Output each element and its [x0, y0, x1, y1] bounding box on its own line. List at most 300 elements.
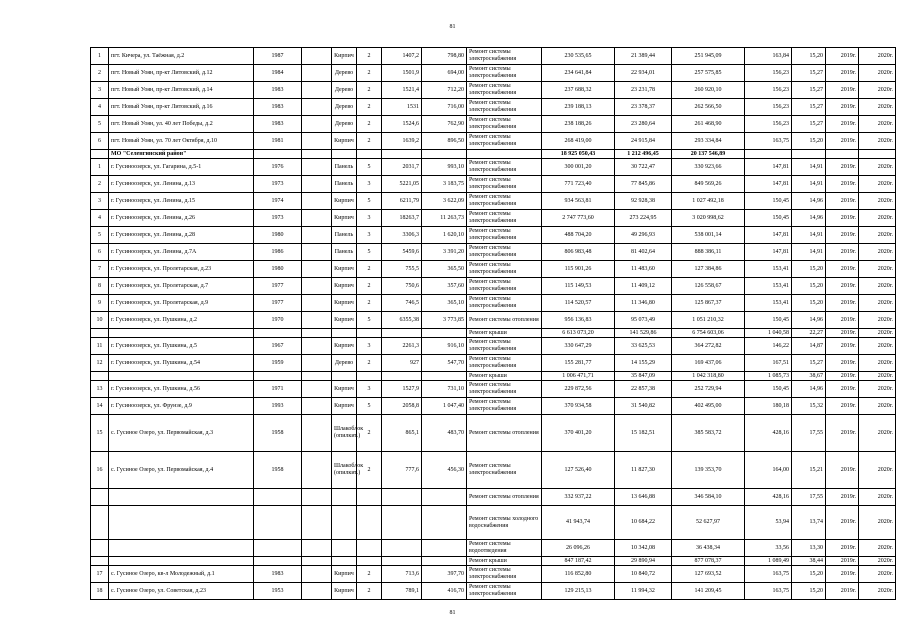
cost-1-cell: 771 723,40 [542, 176, 615, 193]
unit-cost-2-cell: 38,44 [792, 557, 826, 566]
living-area-cell: 1 047,40 [422, 398, 467, 415]
cost-2-cell: 92 928,38 [615, 193, 672, 210]
address-cell: г. Гусиноозерск, ул. Гагарина, д.5-1 [109, 159, 254, 176]
year-start-cell: 2019г. [826, 381, 859, 398]
address-cell: г. Гусиноозерск, ул. Пушкина, д.56 [109, 381, 254, 398]
table-row [91, 295, 896, 312]
wall-material-cell: Дерево [332, 116, 357, 133]
work-type-cell: Ремонт системы электроснабжения [467, 244, 542, 261]
unit-cost-2-cell: 15,27 [792, 65, 826, 82]
floors-cell: 2 [357, 452, 382, 489]
year-end-cell: 2020г. [859, 210, 896, 227]
unit-cost-1-cell: 156,23 [745, 82, 792, 99]
total-area-cell [382, 540, 422, 557]
cost-1-cell: 370 934,58 [542, 398, 615, 415]
table-row [91, 261, 896, 278]
address-cell: пгт. Новый Уоян, пр-кт Литовский, д.12 [109, 65, 254, 82]
address-cell: пгт. Кичера, ул. Таёжная, д.2 [109, 48, 254, 65]
wall-material-cell: Шлакоблок (опилкит.) [332, 452, 357, 489]
year-end-cell: 2020г. [859, 415, 896, 452]
cost-1-cell: 155 281,77 [542, 355, 615, 372]
unit-cost-1-cell: 147,81 [745, 227, 792, 244]
wall-material-cell: Кирпич [332, 381, 357, 398]
year-end-cell: 2020г. [859, 48, 896, 65]
build-year-cell: 1973 [254, 210, 302, 227]
total-area-cell: 1639,2 [382, 133, 422, 150]
cost-2-cell: 10 840,72 [615, 566, 672, 583]
build-year-cell: 1980 [254, 261, 302, 278]
cost-2-cell: 11 346,80 [615, 295, 672, 312]
empty-cell [302, 295, 332, 312]
floors-cell: 2 [357, 415, 382, 452]
floors-cell: 2 [357, 116, 382, 133]
cost-1-cell: 127 526,40 [542, 452, 615, 489]
empty-cell [302, 338, 332, 355]
cost-2-cell: 23 378,37 [615, 99, 672, 116]
total-area-cell: 6211,79 [382, 193, 422, 210]
table-row [91, 210, 896, 227]
cost-1-cell: 26 096,26 [542, 540, 615, 557]
build-year-cell [254, 489, 302, 506]
build-year-cell [254, 506, 302, 540]
unit-cost-1-cell [745, 150, 792, 159]
unit-cost-1-cell: 1 089,49 [745, 557, 792, 566]
work-type-cell: Ремонт системы электроснабжения [467, 65, 542, 82]
year-end-cell: 2020г. [859, 82, 896, 99]
row-number: 1 [91, 159, 109, 176]
cost-2-cell: 33 625,53 [615, 338, 672, 355]
row-number: 9 [91, 295, 109, 312]
total-area-cell: 1501,9 [382, 65, 422, 82]
cost-1-cell: 332 937,22 [542, 489, 615, 506]
year-start-cell [826, 150, 859, 159]
cost-2-cell: 35 847,09 [615, 372, 672, 381]
year-start-cell: 2019г. [826, 99, 859, 116]
cost-2-cell: 77 845,86 [615, 176, 672, 193]
wall-material-cell [332, 150, 357, 159]
wall-material-cell [332, 540, 357, 557]
empty-cell [302, 227, 332, 244]
row-number: 8 [91, 278, 109, 295]
floors-cell: 3 [357, 338, 382, 355]
unit-cost-1-cell: 163,75 [745, 583, 792, 600]
year-end-cell: 2020г. [859, 329, 896, 338]
living-area-cell: 365,50 [422, 261, 467, 278]
wall-material-cell [332, 329, 357, 338]
unit-cost-1-cell: 163,75 [745, 566, 792, 583]
empty-cell [302, 489, 332, 506]
row-number [91, 150, 109, 159]
total-area-cell: 713,6 [382, 566, 422, 583]
cost-1-cell: 237 688,32 [542, 82, 615, 99]
unit-cost-1-cell: 147,81 [745, 159, 792, 176]
year-start-cell: 2019г. [826, 540, 859, 557]
living-area-cell [422, 329, 467, 338]
unit-cost-2-cell: 15,27 [792, 99, 826, 116]
living-area-cell: 993,10 [422, 159, 467, 176]
row-number: 13 [91, 381, 109, 398]
table-row [91, 82, 896, 99]
total-area-cell [382, 329, 422, 338]
cost-2-cell: 95 073,49 [615, 312, 672, 329]
year-start-cell: 2019г. [826, 566, 859, 583]
floors-cell: 2 [357, 566, 382, 583]
living-area-cell: 762,90 [422, 116, 467, 133]
row-number [91, 489, 109, 506]
wall-material-cell: Кирпич [332, 338, 357, 355]
floors-cell [357, 150, 382, 159]
wall-material-cell: Дерево [332, 82, 357, 99]
table-row [91, 193, 896, 210]
row-number: 17 [91, 566, 109, 583]
address-cell: с. Гусиное Озеро, кв-л Молодежный, д.1 [109, 566, 254, 583]
unit-cost-1-cell: 150,45 [745, 312, 792, 329]
table-row [91, 329, 896, 338]
build-year-cell [254, 557, 302, 566]
empty-cell [302, 99, 332, 116]
unit-cost-2-cell: 14,91 [792, 244, 826, 261]
year-start-cell: 2019г. [826, 159, 859, 176]
cost-total-cell: 257 575,85 [672, 65, 745, 82]
page-number-bottom: 81 [449, 610, 456, 616]
year-start-cell: 2019г. [826, 372, 859, 381]
total-area-cell: 927 [382, 355, 422, 372]
total-area-cell [382, 150, 422, 159]
address-cell: с. Гусиное Озеро, ул. Первомайская, д.3 [109, 415, 254, 452]
living-area-cell: 483,70 [422, 415, 467, 452]
living-area-cell: 916,10 [422, 338, 467, 355]
year-start-cell: 2019г. [826, 244, 859, 261]
work-type-cell: Ремонт системы холодного водоснабжения [467, 506, 542, 540]
row-number [91, 372, 109, 381]
total-area-cell [382, 506, 422, 540]
cost-total-cell: 330 923,66 [672, 159, 745, 176]
cost-total-cell: 261 468,90 [672, 116, 745, 133]
year-end-cell: 2020г. [859, 295, 896, 312]
cost-total-cell: 849 569,26 [672, 176, 745, 193]
cost-2-cell: 29 890,94 [615, 557, 672, 566]
row-number: 5 [91, 116, 109, 133]
cost-2-cell: 13 646,88 [615, 489, 672, 506]
unit-cost-1-cell: 153,41 [745, 261, 792, 278]
year-start-cell: 2019г. [826, 489, 859, 506]
cost-2-cell: 21 389,44 [615, 48, 672, 65]
empty-cell [302, 278, 332, 295]
unit-cost-2-cell: 15,27 [792, 82, 826, 99]
address-cell: с. Гусиное Озеро, ул. Первомайская, д.4 [109, 452, 254, 489]
year-start-cell: 2019г. [826, 506, 859, 540]
cost-total-cell: 877 078,37 [672, 557, 745, 566]
cost-1-cell: 847 187,42 [542, 557, 615, 566]
cost-total-cell: 169 437,06 [672, 355, 745, 372]
empty-cell [302, 312, 332, 329]
living-area-cell: 397,70 [422, 566, 467, 583]
year-end-cell: 2020г. [859, 452, 896, 489]
empty-cell [302, 540, 332, 557]
year-start-cell: 2019г. [826, 210, 859, 227]
year-end-cell [859, 150, 896, 159]
table-row [91, 372, 896, 381]
table-row [91, 244, 896, 261]
wall-material-cell: Кирпич [332, 193, 357, 210]
unit-cost-1-cell: 150,45 [745, 381, 792, 398]
cost-total-cell: 125 867,37 [672, 295, 745, 312]
build-year-cell: 1958 [254, 415, 302, 452]
empty-cell [302, 557, 332, 566]
cost-1-cell: 956 136,83 [542, 312, 615, 329]
cost-1-cell: 330 647,29 [542, 338, 615, 355]
cost-1-cell: 115 149,53 [542, 278, 615, 295]
cost-1-cell: 2 747 773,60 [542, 210, 615, 227]
build-year-cell [254, 372, 302, 381]
living-area-cell: 547,70 [422, 355, 467, 372]
total-area-cell: 755,5 [382, 261, 422, 278]
unit-cost-2-cell: 14,96 [792, 312, 826, 329]
year-end-cell: 2020г. [859, 312, 896, 329]
build-year-cell: 1959 [254, 355, 302, 372]
empty-cell [302, 452, 332, 489]
wall-material-cell: Кирпич [332, 566, 357, 583]
unit-cost-1-cell: 150,45 [745, 210, 792, 227]
work-type-cell: Ремонт системы электроснабжения [467, 338, 542, 355]
cost-2-cell: 14 155,29 [615, 355, 672, 372]
address-cell: г. Гусиноозерск, ул. Ленина, д.7А [109, 244, 254, 261]
living-area-cell: 1 620,10 [422, 227, 467, 244]
cost-2-cell: 22 857,38 [615, 381, 672, 398]
year-start-cell: 2019г. [826, 261, 859, 278]
empty-cell [302, 210, 332, 227]
work-type-cell: Ремонт системы отопления [467, 415, 542, 452]
row-number: 10 [91, 312, 109, 329]
year-end-cell: 2020г. [859, 133, 896, 150]
build-year-cell: 1983 [254, 566, 302, 583]
wall-material-cell: Панель [332, 244, 357, 261]
year-start-cell: 2019г. [826, 415, 859, 452]
cost-1-cell: 115 901,26 [542, 261, 615, 278]
address-cell: г. Гусиноозерск, ул. Ленина, д.28 [109, 227, 254, 244]
address-cell [109, 540, 254, 557]
wall-material-cell: Панель [332, 227, 357, 244]
row-number: 4 [91, 210, 109, 227]
year-end-cell: 2020г. [859, 355, 896, 372]
cost-2-cell: 31 540,82 [615, 398, 672, 415]
build-year-cell [254, 329, 302, 338]
empty-cell [302, 65, 332, 82]
living-area-cell [422, 150, 467, 159]
total-area-cell: 2261,3 [382, 338, 422, 355]
year-start-cell: 2019г. [826, 116, 859, 133]
cost-2-cell: 11 409,12 [615, 278, 672, 295]
unit-cost-2-cell: 15,20 [792, 278, 826, 295]
empty-cell [302, 329, 332, 338]
wall-material-cell [332, 489, 357, 506]
build-year-cell: 1977 [254, 295, 302, 312]
year-end-cell: 2020г. [859, 566, 896, 583]
address-cell [109, 489, 254, 506]
year-start-cell: 2019г. [826, 355, 859, 372]
cost-total-cell: 262 566,50 [672, 99, 745, 116]
year-start-cell: 2019г. [826, 278, 859, 295]
cost-1-cell: 229 872,56 [542, 381, 615, 398]
unit-cost-2-cell [792, 150, 826, 159]
row-number: 3 [91, 82, 109, 99]
work-type-cell: Ремонт крыши [467, 329, 542, 338]
living-area-cell: 896,50 [422, 133, 467, 150]
cost-1-cell: 230 535,65 [542, 48, 615, 65]
total-area-cell [382, 372, 422, 381]
row-number: 12 [91, 355, 109, 372]
table-row [91, 312, 896, 329]
cost-2-cell: 49 296,93 [615, 227, 672, 244]
total-area-cell: 1531 [382, 99, 422, 116]
cost-1-cell: 268 419,00 [542, 133, 615, 150]
work-type-cell: Ремонт системы электроснабжения [467, 116, 542, 133]
total-area-cell [382, 557, 422, 566]
living-area-cell: 716,00 [422, 99, 467, 116]
year-end-cell: 2020г. [859, 244, 896, 261]
row-number [91, 540, 109, 557]
empty-cell [302, 116, 332, 133]
address-cell: г. Гусиноозерск, ул. Ленина, д.15 [109, 193, 254, 210]
cost-total-cell: 252 729,94 [672, 381, 745, 398]
year-end-cell: 2020г. [859, 398, 896, 415]
work-type-cell: Ремонт системы электроснабжения [467, 82, 542, 99]
unit-cost-1-cell: 428,16 [745, 489, 792, 506]
unit-cost-1-cell: 156,23 [745, 65, 792, 82]
cost-1-cell: 934 563,81 [542, 193, 615, 210]
floors-cell: 5 [357, 398, 382, 415]
row-number [91, 557, 109, 566]
table-row [91, 489, 896, 506]
unit-cost-2-cell: 15,27 [792, 355, 826, 372]
table-row [91, 227, 896, 244]
cost-total-cell: 139 353,70 [672, 452, 745, 489]
unit-cost-1-cell: 428,16 [745, 415, 792, 452]
unit-cost-2-cell: 14,96 [792, 381, 826, 398]
total-area-cell: 1527,9 [382, 381, 422, 398]
empty-cell [302, 398, 332, 415]
living-area-cell [422, 489, 467, 506]
empty-cell [302, 176, 332, 193]
total-area-cell: 789,1 [382, 583, 422, 600]
floors-cell [357, 557, 382, 566]
living-area-cell [422, 540, 467, 557]
year-start-cell: 2019г. [826, 133, 859, 150]
living-area-cell: 694,00 [422, 65, 467, 82]
cost-2-cell: 23 231,78 [615, 82, 672, 99]
floors-cell: 5 [357, 244, 382, 261]
row-number: 6 [91, 244, 109, 261]
floors-cell [357, 540, 382, 557]
year-end-cell: 2020г. [859, 65, 896, 82]
year-start-cell: 2019г. [826, 329, 859, 338]
year-end-cell: 2020г. [859, 99, 896, 116]
work-type-cell: Ремонт системы электроснабжения [467, 355, 542, 372]
total-area-cell: 746,5 [382, 295, 422, 312]
living-area-cell [422, 506, 467, 540]
build-year-cell: 1980 [254, 227, 302, 244]
unit-cost-2-cell: 15,21 [792, 452, 826, 489]
cost-2-cell: 30 722,47 [615, 159, 672, 176]
table-row [91, 398, 896, 415]
cost-1-cell: 114 520,57 [542, 295, 615, 312]
work-type-cell: Ремонт системы электроснабжения [467, 381, 542, 398]
empty-cell [302, 48, 332, 65]
cost-total-cell: 538 001,14 [672, 227, 745, 244]
table-row [91, 159, 896, 176]
cost-1-cell: 806 983,48 [542, 244, 615, 261]
cost-1-cell: 129 215,13 [542, 583, 615, 600]
year-end-cell: 2020г. [859, 489, 896, 506]
cost-2-cell: 11 994,32 [615, 583, 672, 600]
unit-cost-2-cell: 14,96 [792, 210, 826, 227]
table-row [91, 506, 896, 540]
cost-1-cell: 41 943,74 [542, 506, 615, 540]
work-type-cell: Ремонт системы электроснабжения [467, 133, 542, 150]
work-type-cell: Ремонт системы электроснабжения [467, 566, 542, 583]
wall-material-cell: Кирпич [332, 398, 357, 415]
year-start-cell: 2019г. [826, 82, 859, 99]
empty-cell [302, 355, 332, 372]
build-year-cell: 1984 [254, 65, 302, 82]
unit-cost-2-cell: 15,20 [792, 566, 826, 583]
unit-cost-2-cell: 14,91 [792, 176, 826, 193]
unit-cost-2-cell: 14,91 [792, 227, 826, 244]
total-area-cell: 3306,3 [382, 227, 422, 244]
total-area-cell: 2031,7 [382, 159, 422, 176]
work-type-cell: Ремонт системы электроснабжения [467, 227, 542, 244]
row-number: 3 [91, 193, 109, 210]
floors-cell: 2 [357, 82, 382, 99]
unit-cost-1-cell: 147,81 [745, 244, 792, 261]
unit-cost-1-cell: 153,41 [745, 295, 792, 312]
unit-cost-2-cell: 14,91 [792, 159, 826, 176]
cost-2-cell: 81 402,64 [615, 244, 672, 261]
wall-material-cell: Кирпич [332, 295, 357, 312]
work-type-cell: Ремонт системы электроснабжения [467, 210, 542, 227]
address-cell: г. Гусиноозерск, ул. Пролетарская, д.23 [109, 261, 254, 278]
living-area-cell: 798,80 [422, 48, 467, 65]
unit-cost-1-cell: 33,56 [745, 540, 792, 557]
empty-cell [302, 381, 332, 398]
cost-total-cell: 346 584,10 [672, 489, 745, 506]
unit-cost-2-cell: 15,20 [792, 261, 826, 278]
living-area-cell: 416,70 [422, 583, 467, 600]
unit-cost-2-cell: 15,20 [792, 295, 826, 312]
row-number: 18 [91, 583, 109, 600]
address-cell: г. Гусиноозерск, ул. Пролетарская, д.9 [109, 295, 254, 312]
wall-material-cell: Кирпич [332, 278, 357, 295]
empty-cell [302, 159, 332, 176]
total-area-cell: 1407,2 [382, 48, 422, 65]
row-number: 1 [91, 48, 109, 65]
address-cell: г. Гусиноозерск, ул. Пролетарская, д.7 [109, 278, 254, 295]
address-cell: пгт. Новый Уоян, пр-кт Литовский, д.14 [109, 82, 254, 99]
unit-cost-2-cell: 14,87 [792, 338, 826, 355]
cost-1-cell: 6 613 073,20 [542, 329, 615, 338]
address-cell [109, 372, 254, 381]
table-row [91, 99, 896, 116]
table-row [91, 540, 896, 557]
unit-cost-1-cell: 150,45 [745, 193, 792, 210]
unit-cost-1-cell: 146,22 [745, 338, 792, 355]
total-area-cell: 2058,8 [382, 398, 422, 415]
floors-cell: 2 [357, 295, 382, 312]
cost-total-cell: 1 042 318,80 [672, 372, 745, 381]
year-start-cell: 2019г. [826, 227, 859, 244]
row-number: 11 [91, 338, 109, 355]
work-type-cell: Ремонт системы электроснабжения [467, 278, 542, 295]
